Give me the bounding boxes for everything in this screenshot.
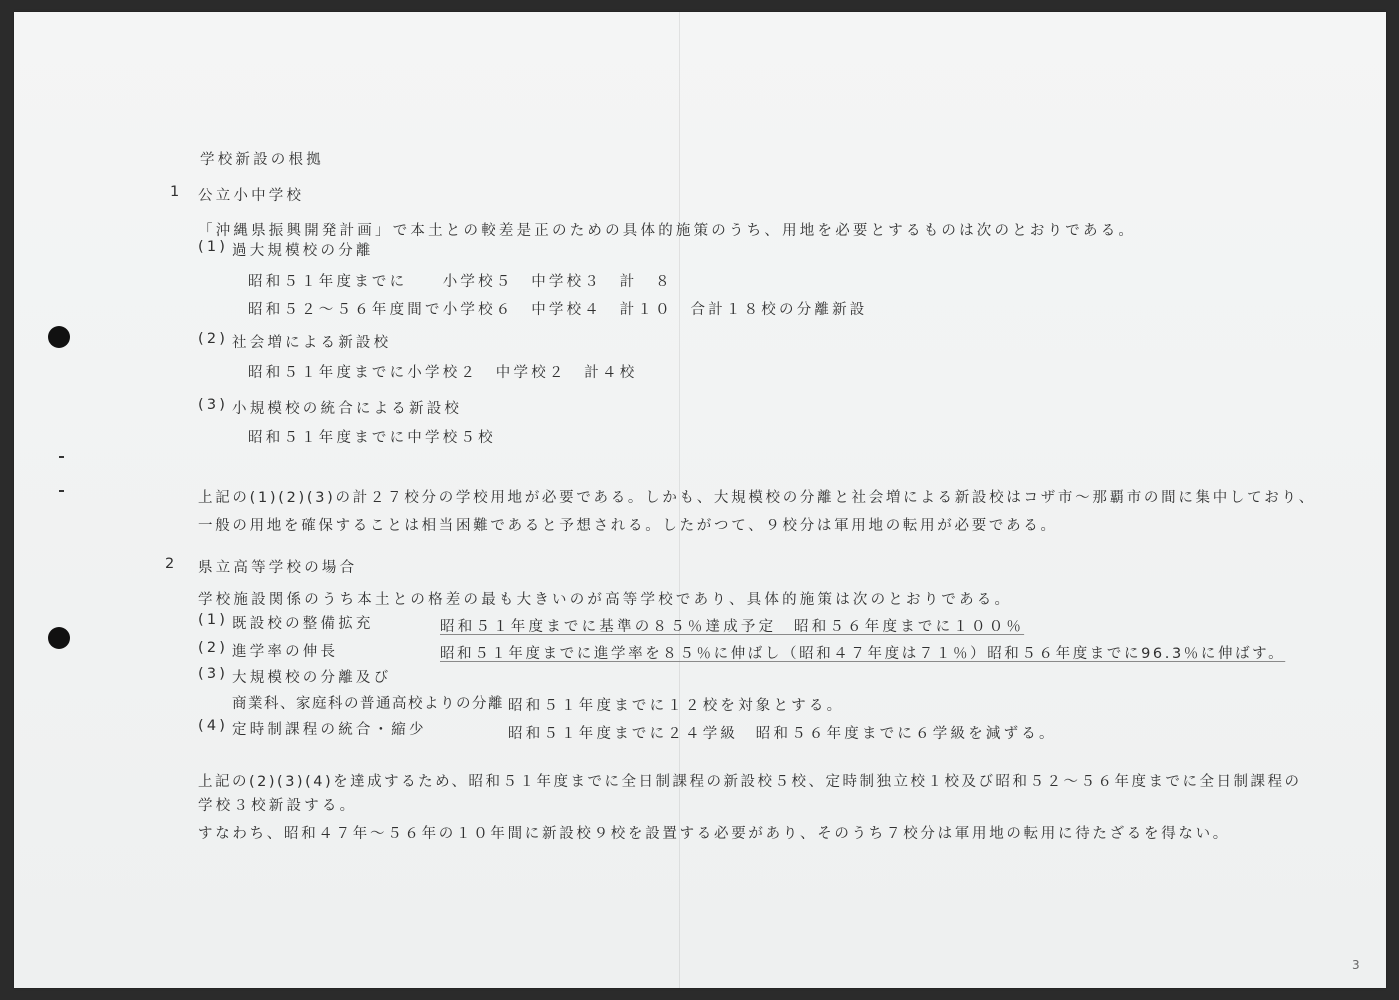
item-sublabel: 商業科、家庭科の普通高校よりの分離 xyxy=(232,696,504,712)
item-line: 昭和５２～５６年度間で小学校６ 中学校４ 計１０ 合計１８校の分離新設 xyxy=(248,302,868,318)
item-line: 昭和５１年度までに 小学校５ 中学校３ 計 ８ xyxy=(248,274,673,290)
item-number: (1) xyxy=(198,239,229,255)
punch-hole-top xyxy=(48,326,70,348)
item-label: 小規模校の統合による新設校 xyxy=(232,401,463,417)
item-number: (1) xyxy=(198,612,229,628)
margin-mark xyxy=(59,456,64,458)
item-number: (2) xyxy=(198,640,229,656)
section-heading: 公立小中学校 xyxy=(198,188,305,204)
item-number: (3) xyxy=(198,397,229,413)
item-number: (3) xyxy=(198,666,229,682)
item-label: 既設校の整備拡充 xyxy=(232,616,374,632)
item-text: 昭和５１年度までに基準の８５％達成予定 昭和５６年度までに１００％ xyxy=(440,619,1025,635)
document-title: 学校新設の根拠 xyxy=(200,152,324,168)
section-intro: 「沖縄県振興開発計画」で本土との較差是正のための具体的施策のうち、用地を必要とするものは次のとおりである。 xyxy=(198,223,1137,239)
item-label: 社会増による新設校 xyxy=(232,335,392,351)
item-line: 昭和５１年度までに中学校５校 xyxy=(248,430,496,446)
item-line: 昭和５１年度までに小学校２ 中学校２ 計４校 xyxy=(248,365,638,381)
item-number: (2) xyxy=(198,331,229,347)
page-number: 3 xyxy=(1352,958,1360,972)
punch-hole-bottom xyxy=(48,627,70,649)
summary-line: 学校３校新設する。 xyxy=(198,798,358,814)
section-number: 2 xyxy=(165,556,178,572)
summary-line: すなわち、昭和４７年～５６年の１０年間に新設校９校を設置する必要があり、そのうち７校分は軍用地の転用に待たざるを得ない。 xyxy=(198,826,1230,842)
item-text: 昭和５１年度までに進学率を８５％に伸ばし（昭和４７年度は７１％）昭和５６年度までに96.3％に伸ばす。 xyxy=(440,646,1286,662)
item-label: 大規模校の分離及び xyxy=(232,670,392,686)
section-number: 1 xyxy=(170,184,183,200)
item-text: 昭和５１年度までに２４学級 昭和５６年度までに６学級を減ずる。 xyxy=(508,726,1057,742)
item-number: (4) xyxy=(198,718,229,734)
margin-mark xyxy=(59,490,64,492)
summary-line: 上記の(1)(2)(3)の計２７校分の学校用地が必要である。しかも、大規模校の分離と社会増による新設校はコザ市～那覇市の間に集中しており、 xyxy=(198,490,1316,506)
summary-line: 上記の(2)(3)(4)を達成するため、昭和５１年度までに全日制課程の新設校５校、定時制独立校１校及び昭和５２～５６年度までに全日制課程の xyxy=(198,774,1302,790)
summary-line: 一般の用地を確保することは相当困難であると予想される。したがつて、９校分は軍用地の転用が必要である。 xyxy=(198,518,1058,534)
item-label: 定時制課程の統合・縮少 xyxy=(232,722,427,738)
item-label: 進学率の伸長 xyxy=(232,644,339,660)
section-intro: 学校施設関係のうち本土との格差の最も大きいのが高等学校であり、具体的施策は次のとおりである。 xyxy=(198,592,1013,608)
section-heading: 県立高等学校の場合 xyxy=(198,560,358,576)
item-label: 過大規模校の分離 xyxy=(232,243,374,259)
item-text: 昭和５１年度までに１２校を対象とする。 xyxy=(508,698,845,714)
